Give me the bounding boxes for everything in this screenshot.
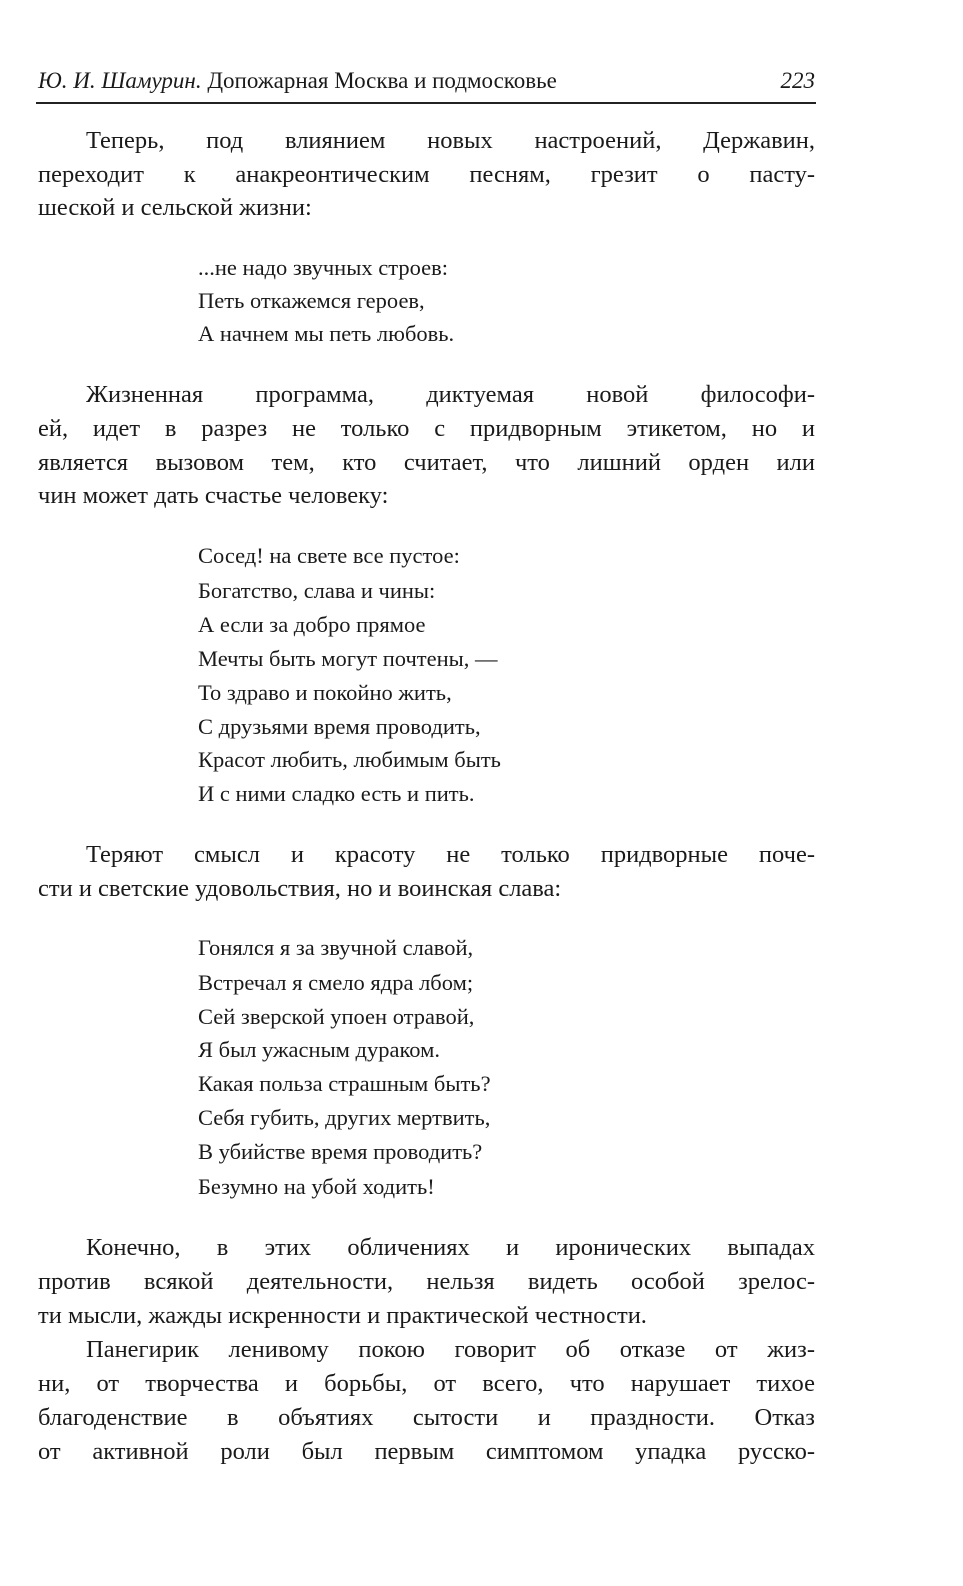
verse-line: Встречал я смело ядра лбом; (198, 970, 474, 995)
verse-line: И с ними сладко есть и пить. (198, 781, 475, 806)
verse-line: Гонялся я за звучной славой, (198, 935, 474, 960)
text-line: Панегирик ленивому покою говорит об отказе от жиз- (86, 1336, 815, 1363)
text-line: Жизненная программа, диктуемая новой философи- (86, 381, 815, 408)
text-line: ни, от творчества и борьбы, от всего, что нарушает тихое (38, 1370, 815, 1397)
text-line: является вызовом тем, кто считает, что лишний орден или (38, 449, 815, 476)
header-rule (36, 102, 816, 104)
verse-line: Петь откажемся героев, (198, 288, 425, 313)
verse-line: А если за добро прямое (198, 612, 426, 637)
text-line: Конечно, в этих обличениях и иронических выпадах (86, 1234, 815, 1261)
verse-line: То здраво и покойно жить, (198, 680, 452, 705)
text-line: Теряют смысл и красоту не только придворные поче- (86, 841, 815, 868)
verse-line: С друзьями время проводить, (198, 714, 481, 739)
verse-line: Мечты быть могут почтены, — (198, 646, 498, 671)
header-title: Допожарная Москва и подмосковье (207, 68, 557, 93)
verse-line: Себя губить, других мертвить, (198, 1105, 491, 1130)
text-line: переходит к анакреонтическим песням, грезит о пасту- (38, 161, 815, 188)
verse-line: Красот любить, любимым быть (198, 747, 501, 772)
verse-line: Богатство, слава и чины: (198, 578, 436, 603)
text-line: шеской и сельской жизни: (38, 194, 312, 221)
text-line: благоденствие в объятиях сытости и праздности. Отказ (38, 1404, 815, 1431)
page-number: 223 (780, 68, 815, 93)
text-line: ти мысли, жажды искренности и практической честности. (38, 1302, 647, 1329)
verse-line: Сосед! на свете все пустое: (198, 543, 460, 568)
text-line: от активной роли был первым симптомом упадка русско- (38, 1438, 815, 1465)
running-header (38, 68, 815, 102)
verse-line: ...не надо звучных строев: (198, 255, 448, 280)
verse-line: Безумно на убой ходить! (198, 1174, 435, 1199)
verse-line: А начнем мы петь любовь. (198, 321, 455, 346)
verse-line: Сей зверской упоен отравой, (198, 1004, 475, 1029)
verse-line: Я был ужасным дураком. (198, 1037, 440, 1062)
verse-line: В убийстве время проводить? (198, 1139, 483, 1164)
text-line: Теперь, под влиянием новых настроений, Державин, (86, 127, 815, 154)
text-line: сти и светские удовольствия, но и воинская слава: (38, 875, 562, 902)
header-author: Ю. И. Шамурин. (38, 68, 202, 93)
text-line: против всякой деятельности, нельзя видеть особой зрелос- (38, 1268, 815, 1295)
text-line: чин может дать счастье человеку: (38, 482, 389, 509)
text-line: ей, идет в разрез не только с придворным этикетом, но и (38, 415, 815, 442)
verse-line: Какая польза страшным быть? (198, 1071, 491, 1096)
